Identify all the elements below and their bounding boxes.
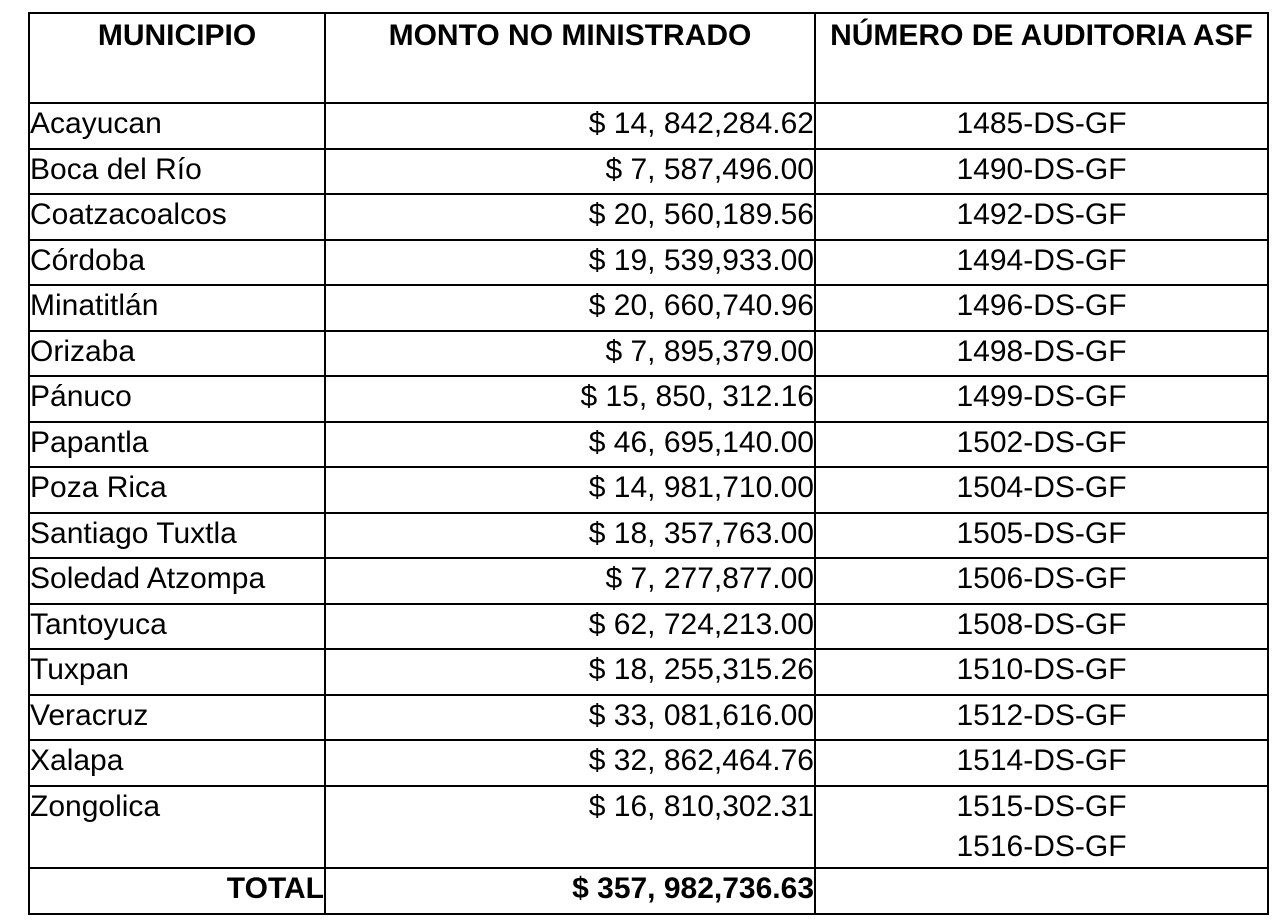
monto-cell: $ 62, 724,213.00 xyxy=(325,604,815,650)
auditoria-number: 1515-DS-GF xyxy=(956,789,1127,823)
auditoria-number: 1494-DS-GF xyxy=(956,243,1127,277)
table-row xyxy=(29,149,1268,195)
auditoria-cell xyxy=(815,285,1268,331)
auditoria-number: 1510-DS-GF xyxy=(956,653,1127,686)
monto-cell: $ 46, 695,140.00 xyxy=(325,422,815,468)
auditoria-number: 1506-DS-GF xyxy=(956,562,1127,595)
total-amount: $ 357, 982,736.63 xyxy=(325,868,815,914)
monto-cell: $ 14, 842,284.62 xyxy=(325,103,815,149)
monto-cell: $ 18, 255,315.26 xyxy=(325,649,815,695)
table-row xyxy=(29,285,1268,331)
auditoria-number: 1496-DS-GF xyxy=(956,289,1127,322)
monto-cell: $ 18, 357,763.00 xyxy=(325,513,815,559)
auditoria-cell xyxy=(815,558,1268,604)
auditoria-number: 1516-DS-GF xyxy=(956,829,1127,863)
auditoria-number: 1499-DS-GF xyxy=(956,380,1127,413)
monto-cell: $ 20, 660,740.96 xyxy=(325,285,815,331)
table-row xyxy=(29,194,1268,240)
total-label: TOTAL xyxy=(29,868,325,914)
monto-cell: $ 20, 560,189.56 xyxy=(325,194,815,240)
auditoria-number: 1505-DS-GF xyxy=(956,516,1127,550)
monto-cell: $ 7, 587,496.00 xyxy=(325,149,815,195)
auditoria-cell xyxy=(815,695,1268,741)
auditoria-cell xyxy=(815,331,1268,377)
monto-cell: $ 19, 539,933.00 xyxy=(325,240,815,286)
auditoria-cell xyxy=(815,376,1268,422)
table-row xyxy=(29,467,1268,513)
auditoria-number: 1502-DS-GF xyxy=(956,425,1127,459)
municipio-cell: Orizaba xyxy=(29,331,325,377)
municipio-cell: Papantla xyxy=(29,422,325,468)
auditoria-cell xyxy=(815,604,1268,650)
table-row xyxy=(29,422,1268,468)
auditoria-cell xyxy=(815,786,1268,868)
monto-cell: $ 14, 981,710.00 xyxy=(325,467,815,513)
auditoria-cell xyxy=(815,467,1268,513)
auditoria-cell xyxy=(815,649,1268,695)
auditoria-cell xyxy=(815,103,1268,149)
total-auditoria xyxy=(815,868,1268,914)
municipio-cell: Xalapa xyxy=(29,740,325,786)
auditoria-number: 1492-DS-GF xyxy=(956,198,1127,231)
municipio-cell: Zongolica xyxy=(29,786,325,868)
table-row xyxy=(29,103,1268,149)
monto-cell: $ 33, 081,616.00 xyxy=(325,695,815,741)
monto-cell: $ 32, 862,464.76 xyxy=(325,740,815,786)
header-monto: MONTO NO MINISTRADO xyxy=(325,13,815,103)
municipio-cell: Boca del Río xyxy=(29,149,325,195)
table-row xyxy=(29,558,1268,604)
header-row xyxy=(29,13,1268,103)
table-row xyxy=(29,240,1268,286)
municipio-cell: Pánuco xyxy=(29,376,325,422)
table-row xyxy=(29,604,1268,650)
auditoria-cell xyxy=(815,194,1268,240)
municipio-cell: Minatitlán xyxy=(29,285,325,331)
monto-cell: $ 7, 277,877.00 xyxy=(325,558,815,604)
table-row xyxy=(29,331,1268,377)
monto-cell: $ 16, 810,302.31 xyxy=(325,786,815,868)
auditoria-cell xyxy=(815,513,1268,559)
municipio-cell: Poza Rica xyxy=(29,467,325,513)
header-auditoria: NÚMERO DE AUDITORIA ASF xyxy=(815,13,1268,103)
auditoria-cell xyxy=(815,240,1268,286)
auditoria-cell xyxy=(815,149,1268,195)
total-row xyxy=(29,868,1268,914)
auditoria-number: 1490-DS-GF xyxy=(956,152,1127,186)
auditoria-cell xyxy=(815,740,1268,786)
table-row xyxy=(29,649,1268,695)
municipio-cell: Santiago Tuxtla xyxy=(29,513,325,559)
table-row xyxy=(29,695,1268,741)
table-row xyxy=(29,786,1268,868)
monto-cell: $ 15, 850, 312.16 xyxy=(325,376,815,422)
auditoria-number: 1514-DS-GF xyxy=(956,744,1127,777)
municipio-cell: Acayucan xyxy=(29,103,325,149)
municipio-cell: Tantoyuca xyxy=(29,604,325,650)
auditoria-number: 1508-DS-GF xyxy=(956,607,1127,641)
municipio-cell: Soledad Atzompa xyxy=(29,558,325,604)
auditoria-number: 1498-DS-GF xyxy=(956,334,1127,368)
table-row xyxy=(29,740,1268,786)
municipio-cell: Tuxpan xyxy=(29,649,325,695)
auditoria-number: 1512-DS-GF xyxy=(956,698,1127,732)
municipio-cell: Coatzacoalcos xyxy=(29,194,325,240)
auditoria-cell xyxy=(815,422,1268,468)
municipio-cell: Córdoba xyxy=(29,240,325,286)
header-municipio: MUNICIPIO xyxy=(29,13,325,103)
table-row xyxy=(29,376,1268,422)
auditoria-number: 1504-DS-GF xyxy=(956,471,1127,504)
monto-cell: $ 7, 895,379.00 xyxy=(325,331,815,377)
municipio-cell: Veracruz xyxy=(29,695,325,741)
audit-table xyxy=(28,12,1269,915)
auditoria-number: 1485-DS-GF xyxy=(956,107,1127,140)
table-row xyxy=(29,513,1268,559)
